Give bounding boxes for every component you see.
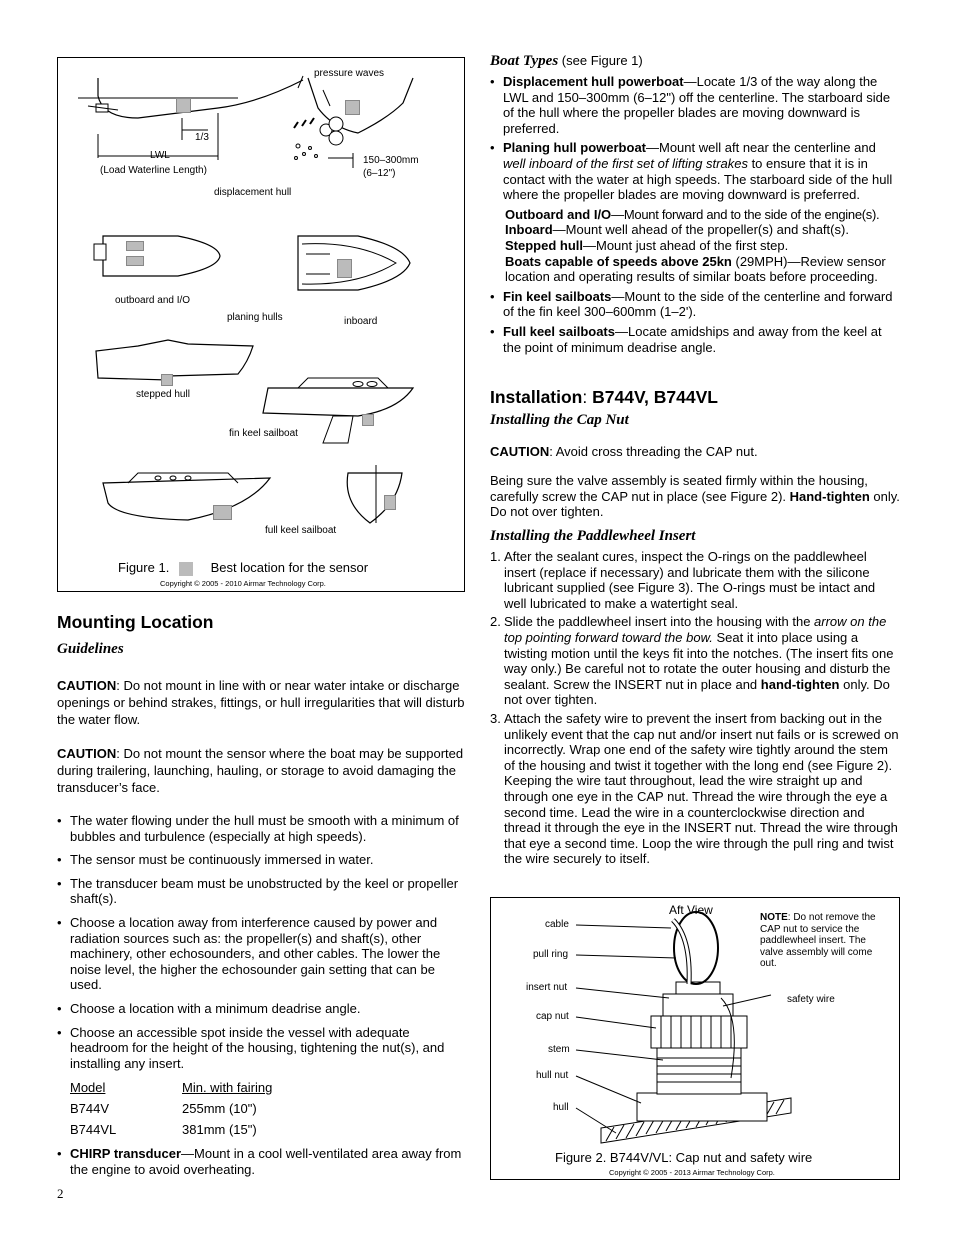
chirp-label: CHIRP transducer — [70, 1146, 182, 1161]
step-bold: hand-tighten — [760, 676, 840, 692]
step-number: 3. — [490, 710, 501, 726]
figure-2-copyright: Copyright © 2005 - 2013 Airmar Technology Corp. — [609, 1168, 775, 1177]
label-insert-nut: insert nut — [526, 982, 568, 993]
title-models: B744V, B744VL — [592, 387, 718, 407]
caution-label: CAUTION — [57, 678, 117, 693]
item-text: —Mount well aft near the centerline and — [646, 140, 876, 156]
caption-prefix: Figure 1. — [118, 560, 170, 575]
item-label: Outboard and I/O — [505, 206, 612, 222]
step-number: 1. — [490, 549, 501, 564]
label-hull-nut: hull nut — [536, 1070, 569, 1081]
item-label: Displacement hull powerboat — [503, 74, 684, 89]
sensor-marker — [345, 100, 360, 115]
list-item — [505, 222, 900, 238]
caution-cap-nut — [490, 444, 900, 460]
label-full-keel: full keel sailboat — [265, 525, 337, 536]
sensor-marker — [337, 259, 352, 278]
label-stepped-hull: stepped hull — [136, 389, 190, 400]
step-item — [490, 711, 900, 867]
label-lwl: LWL — [150, 150, 170, 161]
item-text: —Locate amidships and away from the keel at the point of minimum deadrise angle. — [503, 323, 882, 355]
label-one-third: 1/3 — [195, 132, 209, 143]
step-text: After the sealant cures, inspect the O-rings on the paddlewheel insert (replace if necessary) and lubricate them with the silicone lubricant supplied (see Figure 3). The O-rings must be intact and well lubricated to make a watertight seal. — [504, 549, 876, 611]
legend-swatch — [179, 562, 193, 576]
para-text: Being sure the valve assembly is seated firmly within the housing, carefully screw the CAP nut in place (see Figure 2). — [490, 473, 868, 504]
item-text: —Mount to the side of the centerline and forward of the fin keel 300–600mm (1–2'). — [503, 288, 893, 320]
caution-label: CAUTION — [490, 444, 550, 459]
boat-types-title: Boat Types — [490, 53, 559, 69]
sensor-marker — [384, 495, 396, 510]
subheading-paddlewheel: Installing the Paddlewheel Insert — [490, 528, 696, 544]
figure-1 — [57, 57, 465, 592]
chirp-list — [57, 1146, 465, 1177]
step-item — [490, 549, 900, 611]
label-displacement-hull: displacement hull — [214, 187, 292, 198]
sensor-marker — [126, 256, 144, 266]
item-label: Planing hull powerboat — [503, 140, 646, 156]
label-cable: cable — [545, 919, 569, 930]
item-text: —Mount forward and to the side of the engine(s). — [611, 206, 880, 222]
table-row — [70, 1101, 370, 1122]
list-item — [505, 207, 900, 223]
step-number: 2. — [490, 614, 501, 630]
list-item: • The transducer beam must be unobstructed by the keel or propeller shaft(s). — [57, 876, 465, 907]
label-outboard-io: outboard and I/O — [115, 295, 191, 306]
list-item: • Choose an accessible spot inside the vessel with adequate headroom for the height of the housing, tightening the nut(s), and installing any insert. — [57, 1025, 465, 1072]
table-header: Model — [70, 1080, 106, 1095]
caution-text: : Avoid cross threading the CAP nut. — [549, 444, 758, 459]
para-bold: Hand-tighten — [789, 488, 870, 504]
label-aft-view: Aft View — [669, 903, 713, 917]
chirp-text: —Mount in a cool well-ventilated area away from the engine to avoid overheating. — [70, 1146, 462, 1177]
section-title-mounting: Mounting Location — [57, 612, 214, 632]
table-header: Min. with fairing — [182, 1080, 273, 1095]
caption-text: Best location for the sensor — [210, 560, 369, 575]
step-text: Seat it into place using a twisting motion until the keys fit into the notches. (The insert fits one way only.) Be careful not to rotate the outer housing and disturb the sealant. Screw the INSERT nut in place and — [504, 629, 894, 692]
paddlewheel-steps — [490, 549, 900, 867]
list-item: • Choose a location away from interference caused by power and radiation sources such as: the propeller(s) and shaft(s), other machinery, other echosounders, and other cables. The lower the noise level, the higher the echosounder gain setting that can be used. — [57, 915, 465, 993]
boat-types-heading — [490, 52, 643, 70]
list-item — [490, 140, 900, 202]
figure-1-caption — [118, 560, 368, 576]
sensor-marker — [362, 414, 374, 426]
page-number: 2 — [57, 1186, 64, 1201]
item-text: to ensure that it is in contact with the water at high speeds. The starboard side of the hull where the propeller blades are moving downward is preferred. — [503, 155, 893, 203]
item-text: —Locate 1/3 of the way along the LWL and 150–300mm (6–12") off the centerline. The starboard side of the hull where the propeller blades are moving downward is preferred. — [503, 74, 891, 136]
fairing-table — [70, 1080, 370, 1143]
label-planing-hulls: planing hulls — [227, 312, 283, 323]
installation-title — [490, 387, 718, 408]
title-colon: : — [582, 387, 593, 407]
list-item — [490, 324, 900, 355]
note-label: NOTE — [760, 912, 788, 923]
label-offset-mm: 150–300mm — [363, 155, 419, 166]
sensor-marker — [126, 241, 144, 251]
label-inboard: inboard — [344, 316, 378, 327]
label-cap-nut: cap nut — [536, 1011, 569, 1022]
caution-label: CAUTION — [57, 746, 117, 761]
cap-nut-paragraph — [490, 473, 900, 520]
caution-text: : Do not mount in line with or near water intake or discharge openings or behind strakes, fittings, or hull irregularities that will disturb the water flow. — [57, 678, 465, 727]
step-text: Slide the paddlewheel insert into the housing with the — [504, 614, 815, 630]
item-text: —Mount just ahead of the first step. — [583, 237, 789, 253]
step-text: only. Do not over tighten. — [504, 676, 890, 708]
item-label: Boats capable of speeds above 25kn — [505, 253, 732, 269]
list-item — [505, 238, 900, 254]
label-pressure-waves: pressure waves — [314, 68, 385, 79]
caution-1 — [57, 677, 465, 728]
boat-drawings — [58, 58, 464, 591]
sensor-marker — [161, 374, 173, 386]
label-fin-keel: fin keel sailboat — [229, 428, 298, 439]
guideline-list — [57, 813, 465, 1071]
label-stem: stem — [548, 1044, 570, 1055]
subheading-guidelines: Guidelines — [57, 641, 124, 657]
step-italic: arrow on the top pointing forward toward the bow. — [504, 614, 887, 645]
note-text: : Do not remove the CAP nut to service the paddlewheel insert. The valve assembly will come out. — [760, 912, 876, 969]
figure-2-caption: Figure 2. B744V/VL: Cap nut and safety wire — [555, 1150, 813, 1165]
list-item — [57, 1146, 465, 1177]
table-cell: 381mm (15") — [182, 1122, 257, 1137]
figure-1-copyright: Copyright © 2005 - 2010 Airmar Technology Corp. — [160, 579, 326, 588]
subheading-cap-nut: Installing the Cap Nut — [490, 412, 629, 428]
table-cell: B744VL — [70, 1122, 117, 1137]
boat-types-list — [490, 74, 900, 355]
sensor-marker — [213, 505, 232, 520]
table-row — [70, 1122, 370, 1143]
para-end: only. Do not over tighten. — [490, 488, 900, 520]
figure-2-note — [760, 912, 885, 970]
boat-types-ref: (see Figure 1) — [558, 53, 643, 68]
title-prefix: Installation — [490, 387, 583, 407]
list-item: • The water flowing under the hull must be smooth with a minimum of bubbles and turbulence (especially at high speeds). — [57, 813, 465, 844]
item-label: Fin keel sailboats — [503, 288, 612, 304]
sub-items — [490, 207, 900, 285]
label-lwl-full: (Load Waterline Length) — [100, 165, 207, 176]
label-safety-wire: safety wire — [787, 994, 835, 1005]
table-cell: 255mm (10") — [182, 1101, 257, 1116]
sensor-marker — [176, 98, 191, 113]
table-cell: B744V — [70, 1101, 110, 1116]
list-item — [490, 289, 900, 320]
caution-2 — [57, 745, 465, 796]
list-item — [490, 74, 900, 136]
item-text: (29MPH)—Review sensor location and operating results of similar boats before proceeding. — [505, 253, 886, 285]
item-text: —Mount well ahead of the propeller(s) and shaft(s). — [552, 222, 849, 238]
caution-text: : Do not mount the sensor where the boat may be supported during trailering, launching, hauling, or storage to avoid damaging the transducer’s face. — [57, 746, 464, 795]
list-item: • The sensor must be continuously immersed in water. — [57, 852, 465, 868]
item-label: Inboard — [505, 222, 553, 238]
label-offset-in: (6–12") — [363, 168, 396, 179]
list-item — [505, 254, 900, 285]
figure-2 — [490, 897, 900, 1180]
item-label: Full keel sailboats — [503, 323, 615, 339]
item-label: Stepped hull — [505, 237, 583, 253]
step-item — [490, 614, 900, 708]
label-hull: hull — [553, 1102, 569, 1113]
label-pull-ring: pull ring — [533, 949, 569, 960]
step-text: Attach the safety wire to prevent the insert from backing out in the unlikely event that the cap nut and/or insert nut fails or is screwed on incorrectly. Wrap one end of the safety wire tightly around the stem of the housing and twist it together with the long end (see Figure 2). Keeping the wire taut throughout, lead the wire straight up and through one eye in the CAP nut. Thread the wire through the eye a second time. Lead the wire in a counterclockwise direction and thread it through the eye in the INSERT nut. Thread the wire through that eye a second time. Loop the wire through the pull ring and twist the wire securely to itself. — [504, 710, 899, 867]
list-item: • Choose a location with a minimum deadrise angle. — [57, 1001, 465, 1017]
item-italic: well inboard of the first set of lifting strakes — [503, 155, 748, 171]
